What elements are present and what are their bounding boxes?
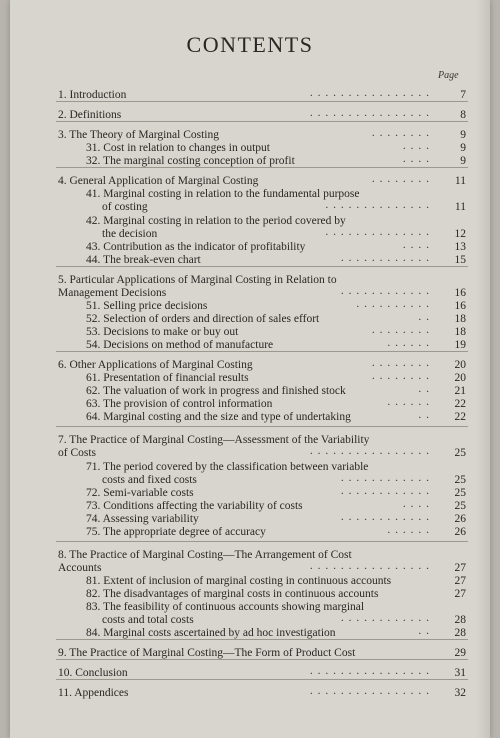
toc-page-number: 20 xyxy=(454,372,466,384)
toc-page-number: 25 xyxy=(454,474,466,486)
section-divider xyxy=(56,167,468,168)
toc-page-number: 18 xyxy=(454,313,466,325)
section-divider xyxy=(56,426,468,427)
toc-leader-dots: . . . . . . . . . . . . . . . . xyxy=(309,87,430,99)
toc-leader-dots: . . . . . . . . . . . . xyxy=(340,511,430,523)
toc-entry-title: Accounts xyxy=(58,562,102,574)
toc-entry-title: 5. Particular Applications of Marginal Costing in Relation to xyxy=(58,274,337,286)
toc-leader-dots: . . . . . . xyxy=(387,337,430,349)
toc-leader-dots: . . . . xyxy=(402,140,430,152)
toc-entry xyxy=(10,446,490,460)
toc-leader-dots: . . . . . . . . . . . . . . xyxy=(325,199,430,211)
toc-leader-dots: . . . . . . . . . . . . . . . . xyxy=(309,560,430,572)
toc-leader-dots: . . . . . . . . xyxy=(371,370,430,382)
toc-page-number: 20 xyxy=(454,359,466,371)
toc-leader-dots: . . . . . . . . xyxy=(371,324,430,336)
toc-entry-title: 1. Introduction xyxy=(58,89,127,101)
toc-entry-title: costs and total costs xyxy=(102,614,194,626)
toc-page-number: 25 xyxy=(454,447,466,459)
toc-entry-title: 84. Marginal costs ascertained by ad hoc investigation xyxy=(86,627,336,639)
toc-page-number: 26 xyxy=(454,526,466,538)
section-divider xyxy=(56,266,468,267)
toc-entry-title: 9. The Practice of Marginal Costing—The Form of Product Cost xyxy=(58,647,356,659)
toc-page-number: 22 xyxy=(454,398,466,410)
toc-entry xyxy=(10,561,490,575)
toc-leader-dots: . . . . . . xyxy=(387,524,430,536)
toc-entry xyxy=(10,587,490,601)
toc-page-number: 21 xyxy=(454,385,466,397)
toc-entry-title: costs and fixed costs xyxy=(102,474,197,486)
toc-entry-title: 64. Marginal costing and the size and type of undertaking xyxy=(86,411,351,423)
toc-page-number: 28 xyxy=(454,614,466,626)
toc-entry-title: 74. Assessing variability xyxy=(86,513,199,525)
toc-leader-dots: . . . . . . . . . . . . . . xyxy=(325,226,430,238)
toc-page-number: 27 xyxy=(454,575,466,587)
toc-entry xyxy=(10,666,490,680)
toc-leader-dots: . . xyxy=(418,409,430,421)
toc-page-number: 11 xyxy=(454,175,466,187)
toc-entry-title: 11. Appendices xyxy=(58,687,129,699)
toc-leader-dots: . . . . . . . . . . . . . . . . xyxy=(309,685,430,697)
section-divider xyxy=(56,101,468,102)
section-divider xyxy=(56,679,468,680)
toc-leader-dots: . . . . . . . . . . . . xyxy=(340,612,430,624)
toc-entry xyxy=(10,338,490,352)
page-title: CONTENTS xyxy=(186,32,314,57)
toc-leader-dots: . . xyxy=(418,383,430,395)
toc-entry-title: 31. Cost in relation to changes in output xyxy=(86,142,270,154)
toc-page-number: 31 xyxy=(454,667,466,679)
toc-page-number: 19 xyxy=(454,339,466,351)
toc-page-number: 29 xyxy=(454,647,466,659)
section-divider xyxy=(56,659,468,660)
section-divider xyxy=(56,639,468,640)
toc-page-number: 15 xyxy=(454,254,466,266)
toc-leader-dots: . . . . . . . . . . . . xyxy=(340,252,430,264)
toc-page-number: 9 xyxy=(460,129,466,141)
toc-page-number: 27 xyxy=(454,562,466,574)
toc-entry-title: of Costs xyxy=(58,447,97,459)
toc-page-number: 25 xyxy=(454,500,466,512)
toc-leader-dots: . . . . . . . . . . . . . . . . xyxy=(309,445,430,457)
toc-leader-dots: . . . . . . . . . . . . xyxy=(340,472,430,484)
toc-page-number: 9 xyxy=(460,142,466,154)
toc-entry-title: 41. Marginal costing in relation to the fundamental purpose xyxy=(86,188,360,200)
table-of-contents xyxy=(10,0,490,738)
toc-leader-dots: . . xyxy=(418,625,430,637)
toc-entry xyxy=(10,410,490,424)
toc-entry-title: 81. Extent of inclusion of marginal costing in continuous accounts xyxy=(86,575,392,587)
toc-entry xyxy=(10,108,490,122)
toc-page-number: 9 xyxy=(460,155,466,167)
toc-page-number: 25 xyxy=(454,487,466,499)
toc-page-number: 13 xyxy=(454,241,466,253)
toc-leader-dots: . . xyxy=(418,311,430,323)
toc-entry xyxy=(10,88,490,102)
page-column-label: Page xyxy=(438,70,459,81)
toc-page-number: 7 xyxy=(460,89,466,101)
toc-entry-title: 8. The Practice of Marginal Costing—The Arrangement of Cost xyxy=(58,549,352,561)
toc-entry-title: 4. General Application of Marginal Costing xyxy=(58,175,259,187)
toc-entry xyxy=(10,200,490,214)
toc-entry xyxy=(10,686,490,700)
toc-entry xyxy=(10,253,490,267)
toc-entry-title: 6. Other Applications of Marginal Costing xyxy=(58,359,253,371)
toc-entry-title: 51. Selling price decisions xyxy=(86,300,208,312)
toc-entry xyxy=(10,646,490,660)
toc-entry-title: 42. Marginal costing in relation to the period covered by xyxy=(86,215,346,227)
toc-leader-dots: . . . . . . . . . . . . xyxy=(340,485,430,497)
toc-entry-title: 43. Contribution as the indicator of profitability xyxy=(86,241,306,253)
section-divider xyxy=(56,351,468,352)
toc-page-number: 8 xyxy=(460,109,466,121)
toc-entry-title: 75. The appropriate degree of accuracy xyxy=(86,526,266,538)
toc-entry-title: 71. The period covered by the classification between variable xyxy=(86,461,369,473)
toc-entry-title: 32. The marginal costing conception of profit xyxy=(86,155,295,167)
toc-page-number: 16 xyxy=(454,300,466,312)
toc-entry xyxy=(10,574,490,588)
toc-leader-dots: . . . . . . . . xyxy=(371,173,430,185)
contents-page xyxy=(10,0,490,738)
section-divider xyxy=(56,121,468,122)
toc-entry-title: 54. Decisions on method of manufacture xyxy=(86,339,274,351)
toc-entry-title: 10. Conclusion xyxy=(58,667,128,679)
toc-leader-dots: . . . . . . . . . . xyxy=(356,298,430,310)
toc-leader-dots: . . . . xyxy=(402,498,430,510)
toc-leader-dots: . . . . . . . . . . . . . . . . xyxy=(309,107,430,119)
toc-leader-dots: . . . . . . . . xyxy=(371,127,430,139)
toc-entry-title: 3. The Theory of Marginal Costing xyxy=(58,129,219,141)
toc-entry-title: 72. Semi-variable costs xyxy=(86,487,194,499)
toc-page-number: 12 xyxy=(454,228,466,240)
toc-entry xyxy=(10,626,490,640)
toc-entry-title: the decision xyxy=(102,228,158,240)
toc-entry-title: 73. Conditions affecting the variability of costs xyxy=(86,500,303,512)
toc-leader-dots: . . . . . . . . . . . . . . . . xyxy=(309,665,430,677)
toc-page-number: 18 xyxy=(454,326,466,338)
section-divider xyxy=(56,541,468,542)
toc-leader-dots: . . . . . . . . . . . . xyxy=(340,285,430,297)
toc-page-number: 26 xyxy=(454,513,466,525)
toc-entry-title: 62. The valuation of work in progress and finished stock xyxy=(86,385,346,397)
toc-entry-title: 2. Definitions xyxy=(58,109,122,121)
toc-page-number: 27 xyxy=(454,588,466,600)
toc-entry-title: 63. The provision of control information xyxy=(86,398,273,410)
toc-entry xyxy=(10,154,490,168)
toc-entry-title: 52. Selection of orders and direction of sales effort xyxy=(86,313,320,325)
toc-page-number: 28 xyxy=(454,627,466,639)
toc-leader-dots: . . . . . . . . xyxy=(371,357,430,369)
toc-page-number: 22 xyxy=(454,411,466,423)
toc-entry-title: 83. The feasibility of continuous accounts showing marginal xyxy=(86,601,365,613)
toc-entry-title: 44. The break-even chart xyxy=(86,254,201,266)
toc-entry xyxy=(10,525,490,539)
toc-entry-title: 7. The Practice of Marginal Costing—Assessment of the Variability xyxy=(58,434,370,446)
toc-page-number: 16 xyxy=(454,287,466,299)
toc-entry-title: 53. Decisions to make or buy out xyxy=(86,326,239,338)
toc-entry-title: of costing xyxy=(102,201,148,213)
toc-entry-title: 82. The disadvantages of marginal costs in continuous accounts xyxy=(86,588,379,600)
toc-leader-dots: . . . . xyxy=(402,239,430,251)
toc-leader-dots: . . . . . . xyxy=(387,396,430,408)
toc-page-number: 11 xyxy=(454,201,466,213)
toc-entry-title: 61. Presentation of financial results xyxy=(86,372,249,384)
toc-entry-title: Management Decisions xyxy=(58,287,167,299)
toc-leader-dots: . . . . xyxy=(402,153,430,165)
toc-entry xyxy=(10,174,490,188)
toc-page-number: 32 xyxy=(454,687,466,699)
